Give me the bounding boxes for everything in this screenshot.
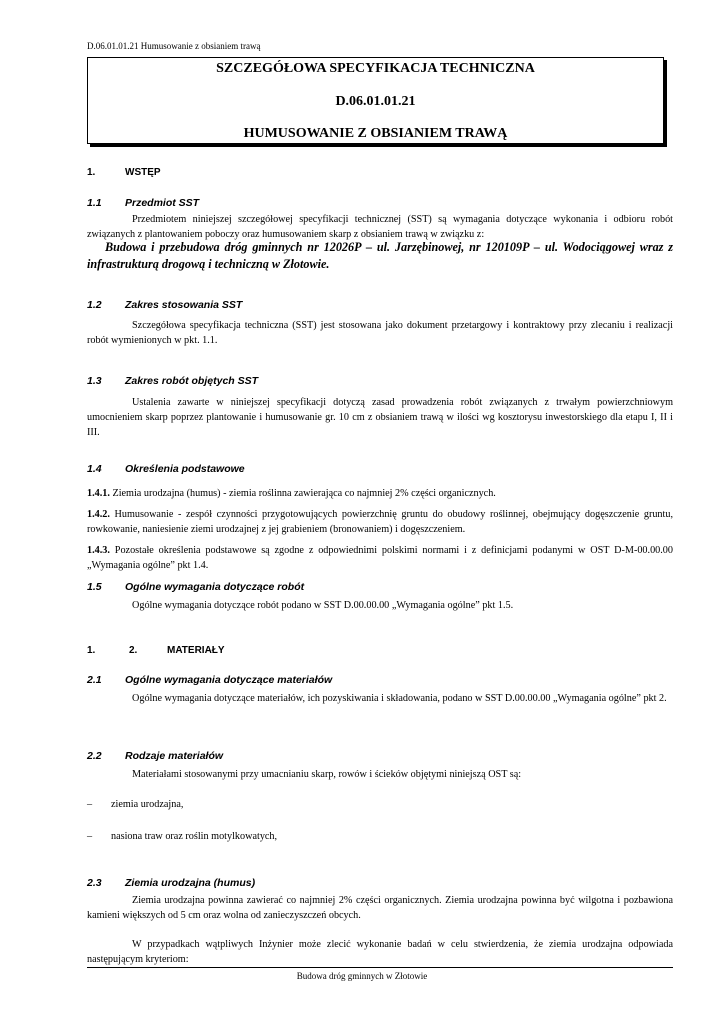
paragraph-1-1: Przedmiotem niniejszej szczegółowej specyfikacji technicznej (SST) są wymagania dotyczące wykonania i odbioru robót związanych z plantowaniem poboczy oraz humusowaniem skarp z obsianiem trawą w związku z: bbox=[87, 214, 673, 240]
section-heading-1-3: 1.3 Zakres robót objętych SST bbox=[87, 375, 259, 387]
title-box bbox=[87, 57, 664, 144]
running-header: D.06.01.01.21 Humusowanie z obsianiem trawą bbox=[87, 41, 261, 51]
paragraph-2-2: Materiałami stosowanymi przy umacnianiu skarp, rowów i ścieków objętymi niniejszą OST są: bbox=[132, 769, 522, 780]
section-heading-1-1: 1.1 Przedmiot SST bbox=[87, 197, 200, 209]
project-name: Budowa i przebudowa dróg gminnych nr 12026P – ul. Jarzębinowej, nr 120109P – ul. Wodociągowej wraz z infrastrukturą drogową i techniczną w Złotowie. bbox=[87, 240, 673, 271]
spec-code: D.06.01.01.21 bbox=[335, 94, 416, 109]
page-footer: Budowa dróg gminnych w Złotowie bbox=[296, 971, 428, 981]
section-heading-1: 1. WSTĘP bbox=[87, 167, 161, 178]
definition-1-4-3: 1.4.3. Pozostałe określenia podstawowe są zgodne z odpowiednimi polskimi normami i z definicjami podanymi w OST D-M-00.00.00 „Wymagania ogólne” pkt 1.4. bbox=[87, 545, 673, 571]
section-heading-2: 1. 2. MATERIAŁY bbox=[87, 645, 225, 656]
section-heading-1-4: 1.4 Określenia podstawowe bbox=[87, 463, 245, 475]
spec-subject: HUMUSOWANIE Z OBSIANIEM TRAWĄ bbox=[243, 126, 508, 141]
paragraph-1-5: Ogólne wymagania dotyczące robót podano w SST D.00.00.00 „Wymagania ogólne” pkt 1.5. bbox=[132, 600, 514, 611]
footer-divider bbox=[87, 967, 673, 968]
paragraph-2-3-a: Ziemia urodzajna powinna zawierać co najmniej 2% części organicznych. Ziemia urodzajna powinna być wilgotna i pozbawiona kamieni większych od 5 cm oraz wolna od zanieczyszczeń obcych. bbox=[87, 895, 673, 921]
definition-1-4-2: 1.4.2. Humusowanie - zespół czynności przygotowujących powierzchnię gruntu do obudowy roślinnej, obejmujący dogęszczenie gruntu, rowkowanie, naniesienie ziemi urodzajnej z jej grabieniem (bronowaniem) i dogęszczeniem. bbox=[87, 509, 674, 535]
paragraph-1-3: Ustalenia zawarte w niniejszej specyfikacji dotyczą zasad prowadzenia robót związanych z trwałym powierzchniowym umocnieniem skarp poprzez plantowanie i humusowanie gr. 10 cm z obsianiem trawą w ilości wg kosztorysu inwestorskiego dla etapu I, II i III. bbox=[87, 397, 673, 438]
section-heading-1-5: 1.5 Ogólne wymagania dotyczące robót bbox=[87, 581, 305, 593]
paragraph-2-1: Ogólne wymagania dotyczące materiałów, ich pozyskiwania i składowania, podano w SST D.00.00.00 „Wymagania ogólne” pkt 2. bbox=[132, 693, 667, 704]
list-item: – nasiona traw oraz roślin motylkowatych, bbox=[87, 831, 278, 842]
spec-title: SZCZEGÓŁOWA SPECYFIKACJA TECHNICZNA bbox=[216, 61, 535, 76]
paragraph-1-2: Szczegółowa specyfikacja techniczna (SST) jest stosowana jako dokument przetargowy i kontraktowy przy zlecaniu i realizacji robót wymienionych w pkt. 1.1. bbox=[87, 320, 673, 346]
definition-1-4-1: 1.4.1. Ziemia urodzajna (humus) - ziemia roślinna zawierająca co najmniej 2% części organicznych. bbox=[87, 488, 496, 499]
section-heading-2-2: 2.2 Rodzaje materiałów bbox=[87, 750, 224, 762]
list-item: – ziemia urodzajna, bbox=[87, 799, 184, 810]
section-heading-1-2: 1.2 Zakres stosowania SST bbox=[87, 299, 243, 311]
section-heading-2-1: 2.1 Ogólne wymagania dotyczące materiałów bbox=[87, 674, 333, 686]
paragraph-2-3-b: W przypadkach wątpliwych Inżynier może zlecić wykonanie badań w celu stwierdzenia, że ziemia urodzajna odpowiada następującym kryteriom: bbox=[87, 939, 673, 965]
section-heading-2-3: 2.3 Ziemia urodzajna (humus) bbox=[87, 877, 256, 889]
